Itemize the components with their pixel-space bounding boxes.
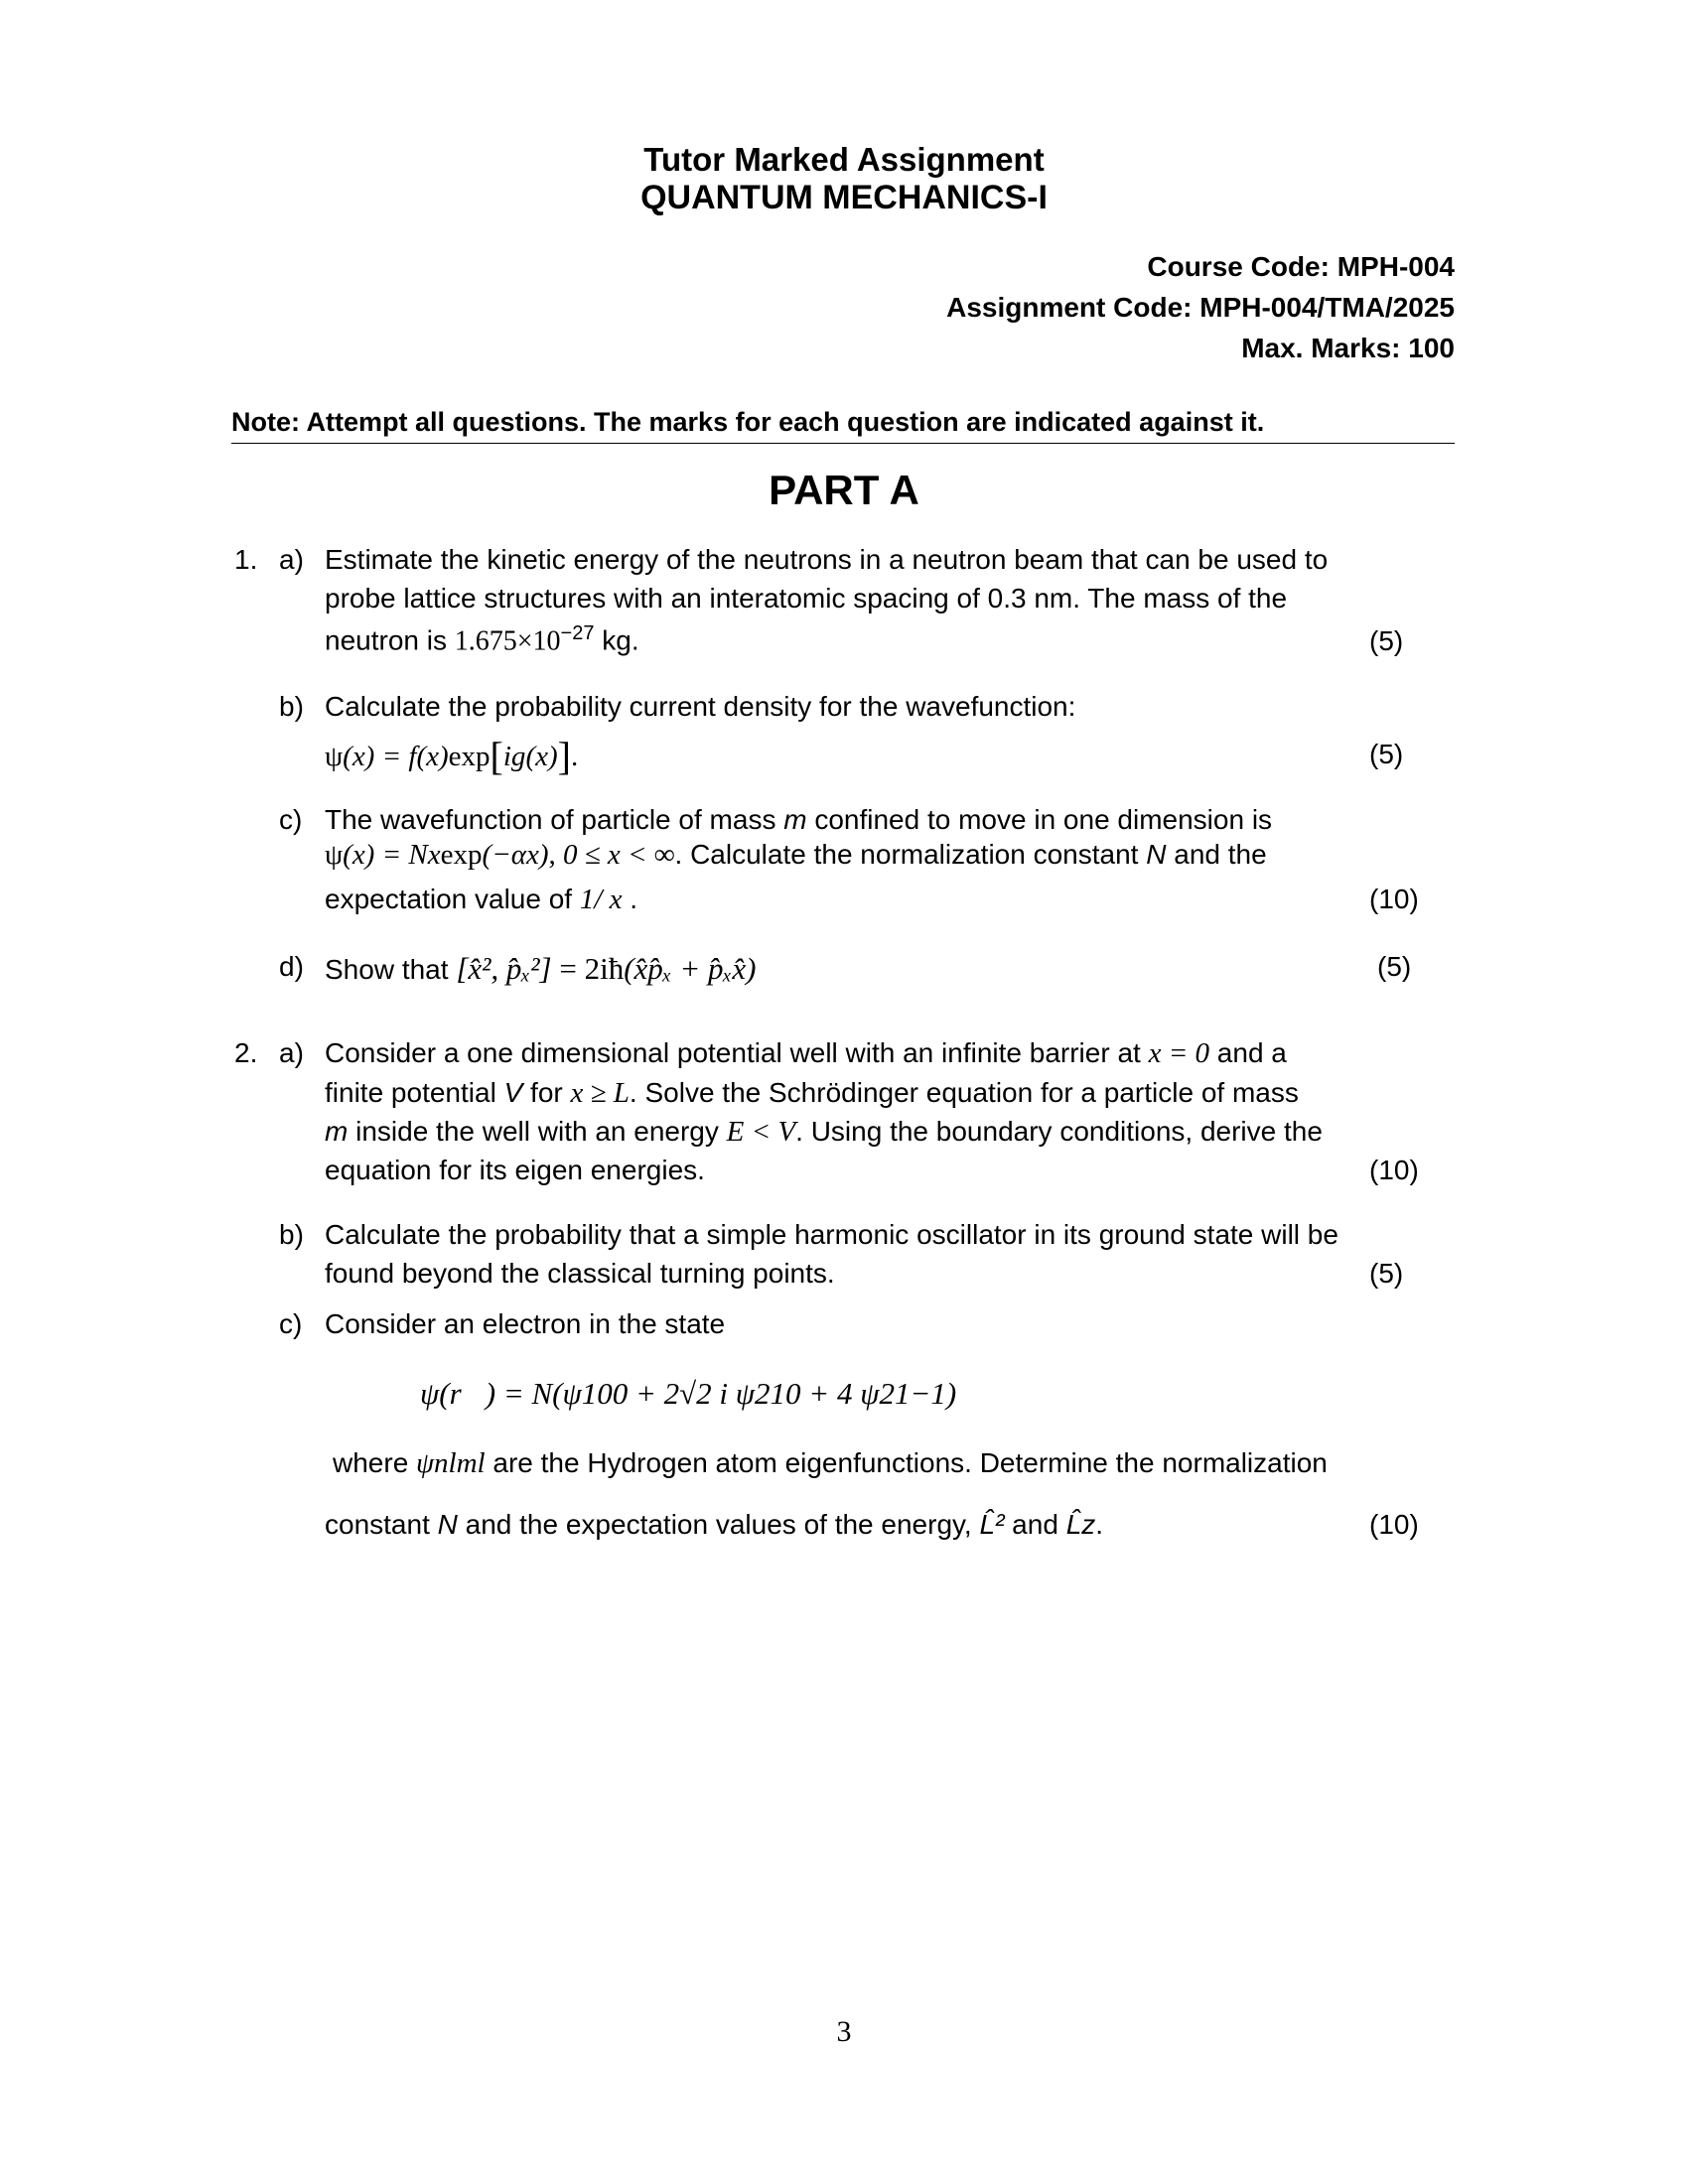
q2b-line2: found beyond the classical turning points. xyxy=(325,1258,835,1289)
q1c-line2-end: and the xyxy=(1166,839,1267,870)
q2a-line1 xyxy=(325,1037,1287,1070)
psi-symbol: ψ xyxy=(325,839,344,871)
wavefunction-lhs: (x) = xyxy=(343,839,409,871)
Lz-operator: L̂z xyxy=(1065,1509,1096,1540)
q1c-line1-pre: The wavefunction of particle of mass xyxy=(325,804,784,835)
instructions-note: Note: Attempt all questions. The marks for each question are indicated against it. xyxy=(231,407,1265,437)
q2b-line1: Calculate the probability that a simple harmonic oscillator in its ground state will be xyxy=(325,1219,1338,1250)
page-number: 3 xyxy=(836,2015,852,2048)
q1d-label: d) xyxy=(279,951,304,982)
wavefunction-lhs: (x) = xyxy=(343,741,409,772)
equals-2ihbar: = 2iħ xyxy=(551,951,625,986)
and-word: and xyxy=(1004,1509,1066,1540)
q2a-line3-post: . Using the boundary conditions, derive the xyxy=(795,1116,1323,1147)
bracket-open: [ xyxy=(490,734,503,778)
q2c-where-pre: where xyxy=(333,1447,417,1478)
q2b-label: b) xyxy=(279,1219,304,1250)
domain-range: 0 ≤ x < ∞ xyxy=(563,839,675,871)
divider xyxy=(231,443,1455,444)
q2a-line2-post: . Solve the Schrödinger equation for a particle of mass xyxy=(629,1077,1299,1108)
q2c-line1: Consider an electron in the state xyxy=(325,1308,726,1339)
q2c-line3 xyxy=(325,1509,1103,1541)
q1b-label: b) xyxy=(279,691,304,722)
amplitude-argument: (x) xyxy=(416,741,449,772)
q1b-line1: Calculate the probability current density for the wavefunction: xyxy=(325,691,1076,722)
q1a-line2: probe lattice structures with an interatomic spacing of 0.3 nm. The mass of the xyxy=(325,583,1288,614)
q2a-line4: equation for its eigen energies. xyxy=(325,1155,705,1185)
comma: , xyxy=(548,839,563,871)
q2a-line2 xyxy=(325,1077,1299,1110)
energy-condition: E < V xyxy=(726,1116,796,1148)
q2a-line2-pre: finite potential xyxy=(325,1077,504,1108)
q1a-line3-pre: neutron is xyxy=(325,624,455,656)
q1c-line2 xyxy=(325,839,1267,872)
neutron-mass-mantissa: 1.675 xyxy=(454,625,517,657)
commutator-rhs: (x̂p̂ₓ + p̂ₓx̂) xyxy=(624,951,757,986)
constant-N: N xyxy=(1146,839,1167,870)
q1c-marks: (10) xyxy=(1369,884,1419,914)
q2c-label: c) xyxy=(279,1308,303,1339)
part-heading: PART A xyxy=(769,467,919,513)
assignment-code: Assignment Code: MPH-004/TMA/2025 xyxy=(946,292,1455,323)
q1c-line3-pre: expectation value of xyxy=(325,884,580,914)
phase-ig: ig xyxy=(502,741,526,772)
q2c-line3-mid: and the expectation values of the energy, xyxy=(457,1509,980,1540)
neutron-mass-exponent: −27 xyxy=(560,622,595,644)
q2a-line1-post: and a xyxy=(1209,1037,1287,1068)
exp-argument: (−αx) xyxy=(482,839,549,871)
question-number-1: 1. xyxy=(234,544,258,575)
amplitude-function: f xyxy=(408,741,417,772)
mass-symbol: m xyxy=(325,1116,349,1147)
q2b-marks: (5) xyxy=(1369,1258,1404,1289)
q1d-line xyxy=(325,951,756,987)
q1a-line3-post: kg. xyxy=(594,624,639,656)
region-condition: x ≥ L xyxy=(570,1077,630,1109)
electron-state-equation: ψ(r⃗) = N(ψ100 + 2√2 i ψ210 + 4 ψ21−1) xyxy=(420,1376,957,1411)
constant-N: N xyxy=(437,1509,458,1540)
course-title: QUANTUM MECHANICS-I xyxy=(640,179,1048,216)
assignment-title: Tutor Marked Assignment xyxy=(643,141,1045,178)
q1c-label: c) xyxy=(279,804,303,835)
q1a-line3 xyxy=(325,622,639,657)
exp-function: exp xyxy=(440,839,483,871)
q2a-label: a) xyxy=(279,1037,304,1068)
q1b-marks: (5) xyxy=(1369,739,1404,769)
q2a-line1-pre: Consider a one dimensional potential well with an infinite barrier at xyxy=(325,1037,1149,1068)
q1c-line3-end: . xyxy=(622,884,638,914)
q2a-marks: (10) xyxy=(1369,1155,1419,1185)
q2a-line3 xyxy=(325,1116,1323,1149)
barrier-position: x = 0 xyxy=(1148,1037,1210,1069)
q2c-line3-pre: constant xyxy=(325,1509,438,1540)
hydrogen-eigenfunction-symbol: ψnlml xyxy=(416,1447,486,1479)
commutator: [x̂², p̂ₓ²] xyxy=(456,951,552,986)
q1a-line1: Estimate the kinetic energy of the neutrons in a neutron beam that can be used to xyxy=(325,544,1329,575)
inverse-x: 1/ x xyxy=(579,884,623,915)
q2c-line3-end: . xyxy=(1095,1509,1104,1540)
q2c-where-post: are the Hydrogen atom eigenfunctions. Determine the normalization xyxy=(485,1447,1328,1478)
q2a-line2-mid: for xyxy=(522,1077,571,1108)
q1d-pre: Show that xyxy=(325,954,457,985)
q1a-marks: (5) xyxy=(1369,625,1404,656)
q1a-label: a) xyxy=(279,544,304,575)
phase-argument: (x) xyxy=(525,741,558,772)
potential-V: V xyxy=(503,1077,523,1108)
normalization-factor: Nx xyxy=(408,839,441,871)
times-sign: × xyxy=(516,625,533,657)
q1d-marks: (5) xyxy=(1377,951,1412,982)
max-marks: Max. Marks: 100 xyxy=(1241,333,1455,363)
exp-function: exp xyxy=(448,741,491,772)
q1c-line1 xyxy=(325,804,1272,836)
period: . xyxy=(570,741,579,772)
power-base: 10 xyxy=(532,625,561,657)
q1c-line3 xyxy=(325,884,637,916)
q1c-line1-post: confined to move in one dimension is xyxy=(806,804,1273,835)
q2a-line3-mid: inside the well with an energy xyxy=(348,1116,727,1147)
q2c-marks: (10) xyxy=(1369,1509,1419,1540)
psi-symbol: ψ xyxy=(325,741,344,772)
L-squared-operator: L̂² xyxy=(979,1509,1005,1540)
q1b-wavefunction xyxy=(325,733,578,779)
q1c-line2-post: . Calculate the normalization constant xyxy=(674,839,1147,870)
course-code: Course Code: MPH-004 xyxy=(1147,251,1455,282)
mass-symbol: m xyxy=(783,804,807,835)
question-number-2: 2. xyxy=(234,1037,258,1068)
q2c-where-line xyxy=(333,1447,1328,1480)
bracket-close: ] xyxy=(557,734,571,778)
